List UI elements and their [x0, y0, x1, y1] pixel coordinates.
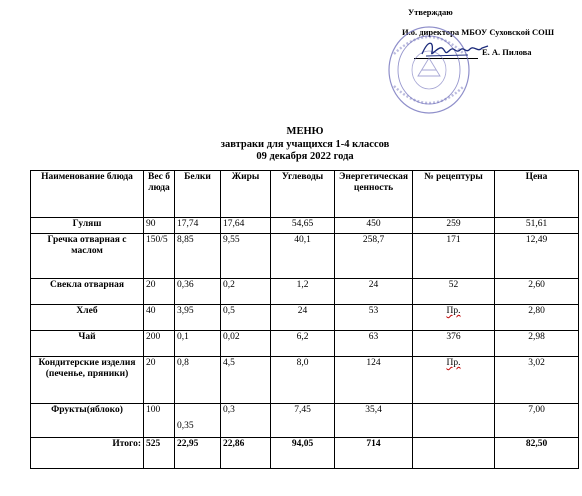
dish-energy: 450	[335, 218, 413, 234]
dish-recipe: 171	[413, 234, 495, 279]
dish-name: Чай	[31, 331, 144, 357]
dish-price: 2,98	[495, 331, 579, 357]
dish-protein: 17,74	[175, 218, 221, 234]
dish-protein: 3,95	[175, 305, 221, 331]
dish-carbs: 40,1	[271, 234, 335, 279]
dish-carbs: 7,45	[271, 404, 335, 438]
dish-energy: 258,7	[335, 234, 413, 279]
dish-price: 3,02	[495, 357, 579, 404]
table-row	[31, 305, 579, 331]
dish-energy: 63	[335, 331, 413, 357]
column-header-price: Цена	[495, 171, 579, 218]
total-price: 82,50	[495, 438, 579, 469]
column-header-protein: Белки	[175, 171, 221, 218]
dish-name: Гуляш	[31, 218, 144, 234]
dish-carbs: 6,2	[271, 331, 335, 357]
dish-fat: 4,5	[221, 357, 271, 404]
dish-weight: 40	[144, 305, 175, 331]
dish-protein-cell	[175, 404, 221, 438]
dish-energy: 24	[335, 279, 413, 305]
column-header-name: Наименование блюда	[31, 171, 144, 218]
total-protein: 22,95	[175, 438, 221, 469]
dish-fat: 17,64	[221, 218, 271, 234]
menu-title: МЕНЮ	[286, 126, 324, 137]
dish-name: Фрукты(яблоко)	[31, 404, 144, 438]
dish-price: 51,61	[495, 218, 579, 234]
table-row	[31, 234, 579, 279]
dish-protein: 0,36	[175, 279, 221, 305]
column-header-weight: Вес блюда	[144, 171, 175, 218]
table-row	[31, 218, 579, 234]
dish-energy: 124	[335, 357, 413, 404]
menu-subtitle: завтраки для учащихся 1-4 классов	[220, 138, 390, 150]
total-row	[31, 438, 579, 469]
dish-weight: 100	[144, 404, 175, 438]
dish-price: 12,49	[495, 234, 579, 279]
table-row	[31, 331, 579, 357]
dish-fat: 0,3	[221, 404, 271, 438]
dish-fat: 0,5	[221, 305, 271, 331]
dish-recipe: 259	[413, 218, 495, 234]
column-header-carbs: Углеводы	[271, 171, 335, 218]
column-header-recipe: № рецептуры	[413, 171, 495, 218]
dish-protein: 0,1	[175, 331, 221, 357]
handwritten-signature	[420, 36, 490, 62]
dish-price: 2,60	[495, 279, 579, 305]
table-row	[31, 279, 579, 305]
dish-recipe: 52	[413, 279, 495, 305]
dish-weight: 20	[144, 279, 175, 305]
column-header-fat: Жиры	[221, 171, 271, 218]
menu-table	[30, 170, 579, 469]
dish-recipe: Пр.	[413, 357, 495, 404]
table-row	[31, 404, 579, 438]
dish-carbs: 24	[271, 305, 335, 331]
dish-protein: 0,8	[175, 357, 221, 404]
table-row	[31, 357, 579, 404]
dish-name: Свекла отварная	[31, 279, 144, 305]
menu-header	[180, 126, 430, 164]
total-recipe	[413, 438, 495, 469]
dish-weight: 90	[144, 218, 175, 234]
dish-carbs: 8,0	[271, 357, 335, 404]
header-row	[31, 171, 579, 218]
total-label: Итого:	[31, 438, 144, 469]
dish-weight: 20	[144, 357, 175, 404]
total-fat: 22,86	[221, 438, 271, 469]
dish-fat: 0,2	[221, 279, 271, 305]
dish-name: Гречка отварная с маслом	[31, 234, 144, 279]
dish-recipe	[413, 404, 495, 438]
dish-protein: 8,85	[175, 234, 221, 279]
dish-energy: 35,4	[335, 404, 413, 438]
dish-price: 2,80	[495, 305, 579, 331]
dish-fat: 9,55	[221, 234, 271, 279]
dish-recipe: 376	[413, 331, 495, 357]
dish-energy: 53	[335, 305, 413, 331]
total-energy: 714	[335, 438, 413, 469]
total-carbs: 94,05	[271, 438, 335, 469]
dish-name: Кондитерские изделия (печенье, пряники)	[31, 357, 144, 404]
dish-name: Хлеб	[31, 305, 144, 331]
dish-carbs: 54,65	[271, 218, 335, 234]
dish-protein: 0,35	[177, 421, 194, 431]
dish-fat: 0,02	[221, 331, 271, 357]
dish-price: 7,00	[495, 404, 579, 438]
approval-name: Е. А. Пилова	[482, 47, 532, 57]
column-header-energy: Энергетическая ценность	[335, 171, 413, 218]
dish-carbs: 1,2	[271, 279, 335, 305]
menu-date: 09 декабря 2022 года	[256, 151, 354, 163]
dish-weight: 200	[144, 331, 175, 357]
total-weight: 525	[144, 438, 175, 469]
dish-weight: 150/5	[144, 234, 175, 279]
approval-position: И.о. директора МБОУ Суховской СОШ	[402, 27, 555, 37]
approval-title: Утверждаю	[408, 7, 453, 17]
dish-recipe: Пр.	[413, 305, 495, 331]
